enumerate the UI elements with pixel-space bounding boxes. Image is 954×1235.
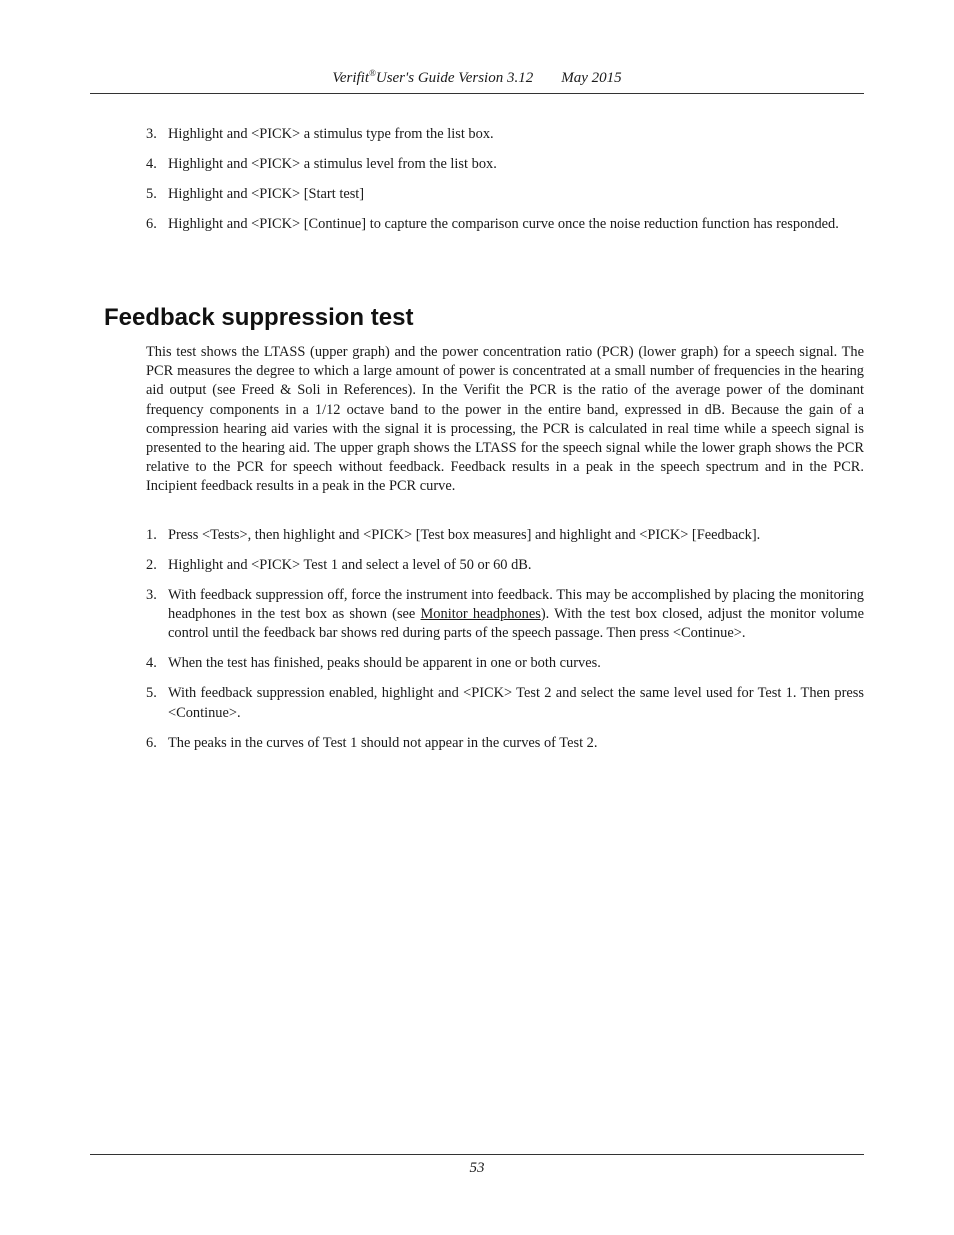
list-item-text: Highlight and <PICK> a stimulus level from the list box. (168, 156, 497, 172)
list-item-text: Highlight and <PICK> [Start test] (168, 186, 365, 202)
list-item-text: Highlight and <PICK> [Continue] to capture the comparison curve once the noise reduction function has responded. (168, 216, 839, 232)
monitor-headphones-link[interactable]: Monitor headphones (420, 606, 541, 623)
list-item (146, 654, 864, 673)
list-item (146, 556, 864, 575)
list-item (146, 185, 864, 204)
list-item (146, 155, 864, 174)
list-item-number: 4. (146, 156, 157, 172)
list-item-text: Highlight and <PICK> Test 1 and select a level of 50 or 60 dB. (168, 557, 532, 573)
page-header (90, 68, 864, 88)
list-item-text: Press <Tests>, then highlight and <PICK> [Test box measures] and highlight and <PICK> [Feedback]. (168, 527, 761, 543)
list-item (146, 734, 864, 753)
list-item (146, 526, 864, 545)
list-item-text: With feedback suppression enabled, highlight and <PICK> Test 2 and select the same level used for Test 1. Then press <Continue>. (168, 685, 864, 721)
list-item-number: 6. (146, 734, 157, 751)
section-intro-paragraph: This test shows the LTASS (upper graph) and the power concentration ratio (PCR) (lower graph) for a speech signal. The PCR measures the degree to which a large amount of power is concentrated at a small number of frequencies in the hearing aid output (see Freed & Soli in References). In the Verifit the PCR is the ratio of the average power of the dominant frequency components in a 1/12 octave band to the power in the entire band, expressed in dB. Because the gain of a compression hearing aid varies with the signal it is processing, the PCR is calculated in real time while a speech signal is presented to the hearing aid. The upper graph shows the LTASS for the speech signal while the lower graph shows the PCR relative to the PCR for speech without feedback. Feedback results in a peak in the speech spectrum and in the PCR. Incipient feedback results in a peak in the PCR curve. (146, 344, 864, 495)
list-item-number: 4. (146, 655, 157, 672)
section-heading: Feedback suppression test (104, 304, 414, 331)
list-item-number: 1. (146, 527, 157, 543)
list-item (146, 586, 864, 644)
step-list-continued (146, 125, 864, 245)
header-title-suffix: User's Guide Version 3.12 (375, 70, 534, 86)
registered-mark: ® (369, 68, 376, 78)
list-item-number: 6. (146, 216, 157, 232)
list-item-text: The peaks in the curves of Test 1 should not appear in the curves of Test 2. (168, 734, 598, 751)
list-item (146, 125, 864, 144)
list-item-number: 5. (146, 186, 157, 202)
list-item-number: 3. (146, 126, 157, 142)
list-item (146, 215, 864, 234)
list-item-text: Highlight and <PICK> a stimulus type from the list box. (168, 126, 494, 142)
footer-rule (90, 1154, 864, 1155)
list-item-text-after: ). With the test box closed, adjust the monitor volume control until the feedback bar shows red during parts of the speech passage. Then press <Continue>. (168, 606, 865, 642)
list-item-number: 3. (146, 587, 157, 603)
list-item-number: 5. (146, 685, 157, 702)
list-item-number: 2. (146, 557, 157, 573)
header-rule (90, 93, 864, 94)
list-item-text-before: With feedback suppression off, force the instrument into feedback. This may be accomplished by placing the monitoring headphones in the test box as shown (see (168, 587, 864, 623)
feedback-test-steps (146, 526, 864, 764)
page-number: 53 (469, 1160, 485, 1176)
header-title-prefix: Verifit (332, 70, 370, 86)
list-item (146, 684, 864, 722)
list-item-text: When the test has finished, peaks should be apparent in one or both curves. (168, 655, 601, 672)
header-date: May 2015 (561, 70, 622, 86)
